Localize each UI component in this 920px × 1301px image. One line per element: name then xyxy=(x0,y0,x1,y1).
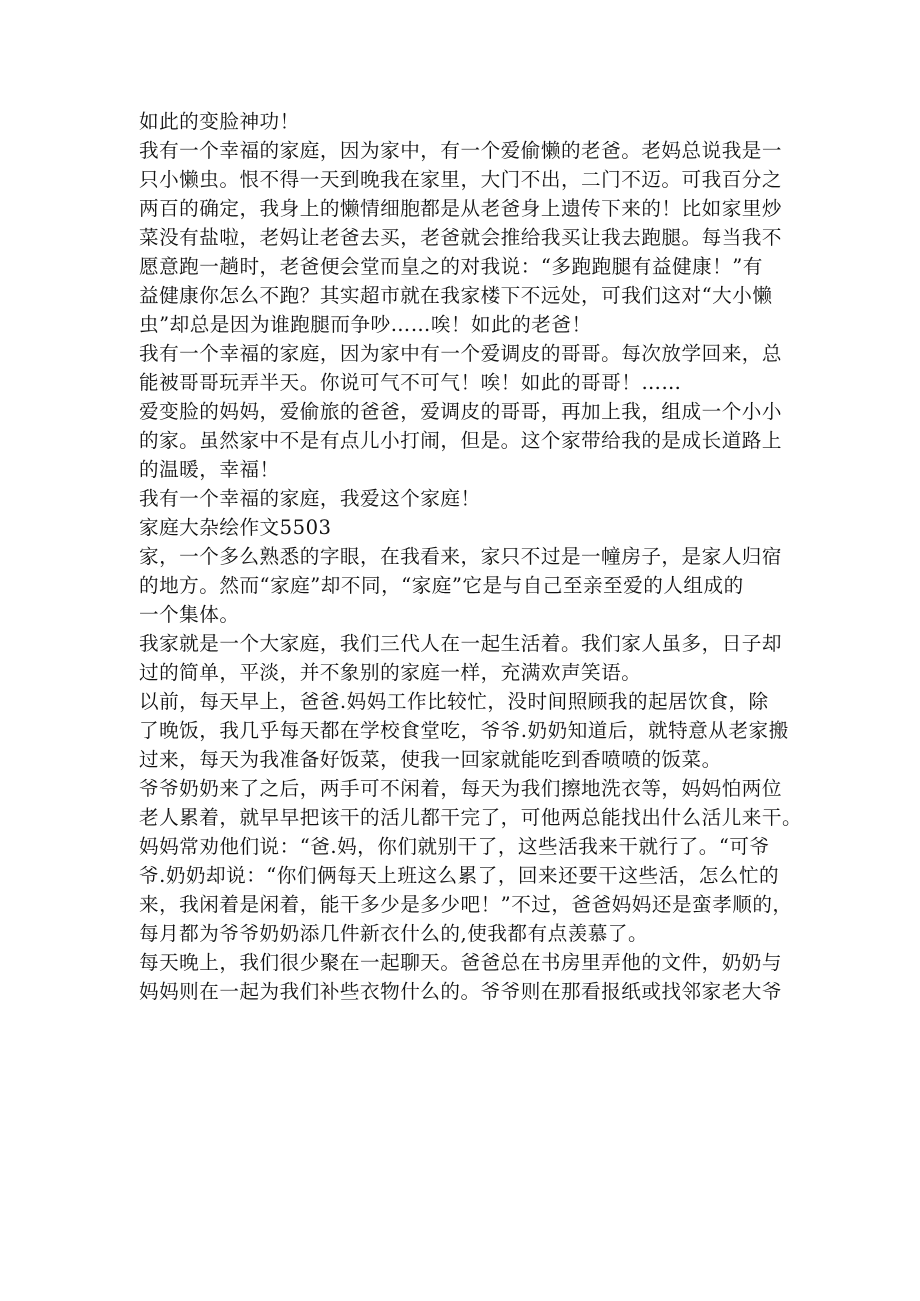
text-line: 爷.奶奶却说：“你们俩每天上班这么累了，回来还要干这些活，怎么忙的 xyxy=(139,864,780,887)
text-line: 来，我闲着是闲着，能干多少是多少吧！”不过，爸爸妈妈还是蛮孝顺的， xyxy=(139,893,793,916)
section-title: 家庭大杂绘作文5503 xyxy=(139,516,332,539)
text-line: 爷爷奶奶来了之后，两手可不闲着，每天为我们擦地洗衣等，妈妈怕两位 xyxy=(139,777,782,800)
text-line: 我有一个幸福的家庭，我爱这个家庭！ xyxy=(139,487,481,510)
text-line: 妈妈常劝他们说：“爸.妈，你们就别干了，这些活我来干就行了。“可爷 xyxy=(139,835,770,858)
text-line: 的地方。然而“家庭”却不同，“家庭”它是与自己至亲至爱的人组成的 xyxy=(139,574,744,597)
text-line: 过的简单，平淡，并不象别的家庭一样，充满欢声笑语。 xyxy=(139,661,642,684)
text-line: 菜没有盐啦，老妈让老爸去买，老爸就会推给我买让我去跑腿。每当我不 xyxy=(139,226,782,249)
document-body xyxy=(139,107,803,1006)
text-line: 我有一个幸福的家庭，因为家中有一个爱调皮的哥哥。每次放学回来，总 xyxy=(139,342,782,365)
text-line: 的温暖，幸福！ xyxy=(139,458,280,481)
text-line: 愿意跑一趟时，老爸便会堂而皇之的对我说：“多跑跑腿有益健康！”有 xyxy=(139,255,763,278)
text-line: 老人累着，就早早把该干的活儿都干完了，可他两总能找出什么活儿来干。 xyxy=(139,806,803,829)
text-line: 如此的变脸神功！ xyxy=(139,110,300,133)
text-line: 妈妈则在一起为我们补些衣物什么的。爷爷则在那看报纸或找邻家老大爷 xyxy=(139,980,782,1003)
text-line: 了晚饭，我几乎每天都在学校食堂吃，爷爷.奶奶知道后，就特意从老家搬 xyxy=(139,719,789,742)
text-line: 每月都为爷爷奶奶添几件新衣什么的,使我都有点羡慕了。 xyxy=(139,922,649,945)
text-line: 爱变脸的妈妈，爱偷旅的爸爸，爱调皮的哥哥，再加上我，组成一个小小 xyxy=(139,400,782,423)
text-line: 能被哥哥玩弄半天。你说可气不可气！唉！如此的哥哥！…… xyxy=(139,371,682,394)
text-line: 家，一个多么熟悉的字眼，在我看来，家只不过是一幢房子，是家人归宿 xyxy=(139,545,782,568)
text-line: 每天晚上，我们很少聚在一起聊天。爸爸总在书房里弄他的文件，奶奶与 xyxy=(139,951,782,974)
text-line: 两百的确定，我身上的懒情细胞都是从老爸身上遗传下来的！比如家里炒 xyxy=(139,197,782,220)
text-line: 我有一个幸福的家庭，因为家中，有一个爱偷懒的老爸。老妈总说我是一 xyxy=(139,139,782,162)
text-line: 虫”却总是因为谁跑腿而争吵……唉！如此的老爸！ xyxy=(139,313,592,336)
text-line: 以前，每天早上，爸爸.妈妈工作比较忙，没时间照顾我的起居饮食，除 xyxy=(139,690,769,713)
text-line: 的家。虽然家中不是有点儿小打闹，但是。这个家带给我的是成长道路上 xyxy=(139,429,782,452)
text-line: 我家就是一个大家庭，我们三代人在一起生活着。我们家人虽多，日子却 xyxy=(139,632,782,655)
text-line: 只小懒虫。恨不得一天到晚我在家里，大门不出，二门不迈。可我百分之 xyxy=(139,168,782,191)
text-line: 一个集体。 xyxy=(139,603,240,626)
text-line: 过来，每天为我准备好饭菜，使我一回家就能吃到香喷喷的饭菜。 xyxy=(139,748,722,771)
text-line: 益健康你怎么不跑？其实超市就在我家楼下不远处，可我们这对“大小懒 xyxy=(139,284,773,307)
